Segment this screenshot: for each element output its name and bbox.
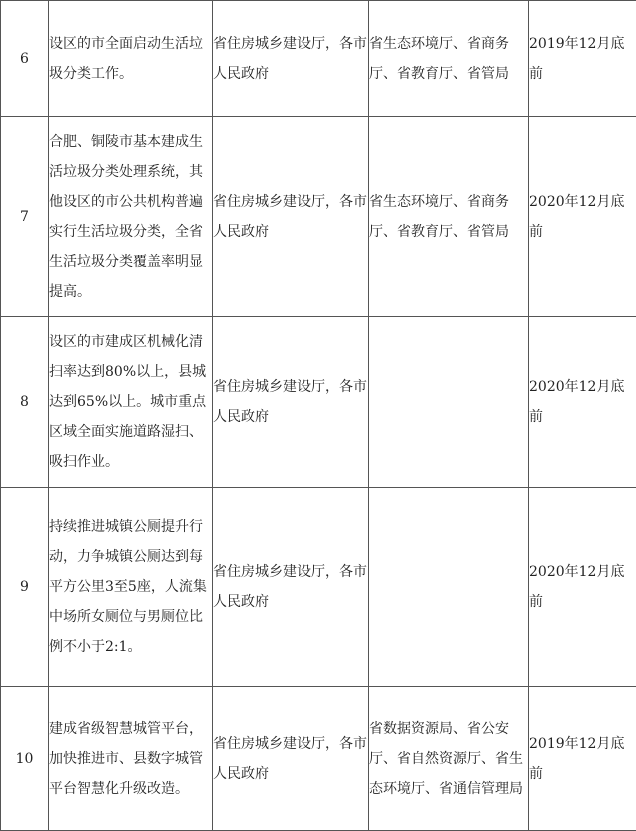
lead-department: 省住房城乡建设厅，各市人民政府 <box>213 687 369 831</box>
deadline: 2020年12月底前 <box>529 317 636 488</box>
lead-department: 省住房城乡建设厅，各市人民政府 <box>213 317 369 488</box>
lead-department: 省住房城乡建设厅，各市人民政府 <box>213 117 369 317</box>
task-description: 持续推进城镇公厕提升行动，力争城镇公厕达到每平方公里3至5座，人流集中场所女厕位与男厕位比例不小于2:1。 <box>49 488 213 687</box>
row-number: 7 <box>1 117 49 317</box>
lead-department: 省住房城乡建设厅，各市人民政府 <box>213 488 369 687</box>
deadline: 2019年12月底前 <box>529 1 636 117</box>
table-row <box>1 317 636 488</box>
table-row <box>1 488 636 687</box>
lead-department: 省住房城乡建设厅，各市人民政府 <box>213 1 369 117</box>
table-row <box>1 687 636 831</box>
partner-departments: 省生态环境厅、省商务厅、省教育厅、省管局 <box>369 117 529 317</box>
row-number: 8 <box>1 317 49 488</box>
deadline: 2020年12月底前 <box>529 117 636 317</box>
task-description: 建成省级智慧城管平台，加快推进市、县数字城管平台智慧化升级改造。 <box>49 687 213 831</box>
partner-departments <box>369 488 529 687</box>
deadline: 2019年12月底前 <box>529 687 636 831</box>
row-number: 6 <box>1 1 49 117</box>
table-row <box>1 1 636 117</box>
partner-departments <box>369 317 529 488</box>
partner-departments: 省数据资源局、省公安厅、省自然资源厅、省生态环境厅、省通信管理局 <box>369 687 529 831</box>
partner-departments: 省生态环境厅、省商务厅、省教育厅、省管局 <box>369 1 529 117</box>
row-number: 10 <box>1 687 49 831</box>
table-row <box>1 117 636 317</box>
row-number: 9 <box>1 488 49 687</box>
task-description: 设区的市全面启动生活垃圾分类工作。 <box>49 1 213 117</box>
deadline: 2020年12月底前 <box>529 488 636 687</box>
task-description: 设区的市建成区机械化清扫率达到80%以上，县城达到65%以上。城市重点区域全面实施道路湿扫、吸扫作业。 <box>49 317 213 488</box>
task-description: 合肥、铜陵市基本建成生活垃圾分类处理系统，其他设区的市公共机构普遍实行生活垃圾分类，全省生活垃圾分类覆盖率明显提高。 <box>49 117 213 317</box>
